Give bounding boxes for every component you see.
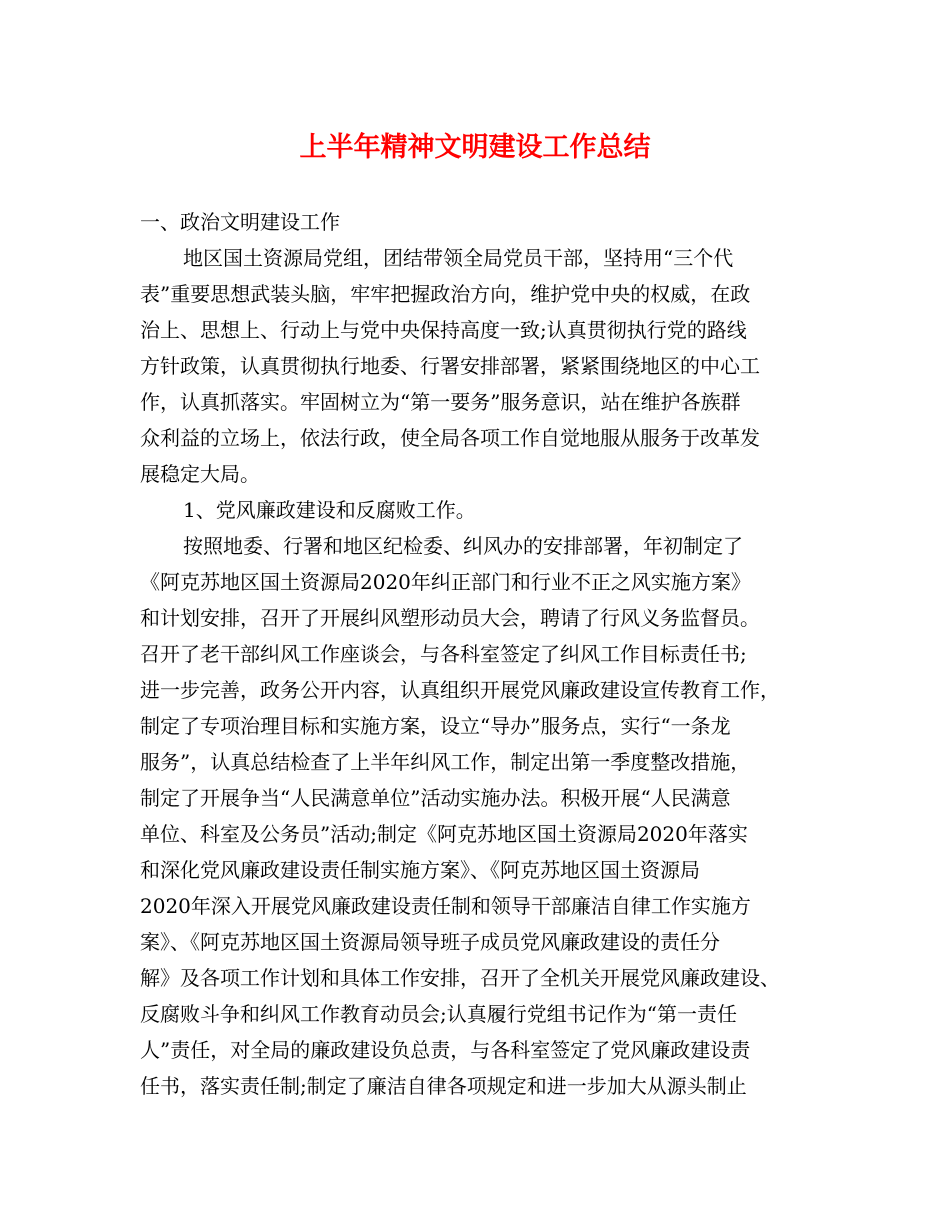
paragraph-line: 按照地委、行署和地区纪检委、纠风办的安排部署，年初制定了 xyxy=(183,534,743,558)
paragraph-line: 召开了老干部纠风工作座谈会，与各科室签定了纠风工作目标责任书; xyxy=(140,642,747,666)
paragraph-line: 展稳定大局。 xyxy=(140,462,260,486)
paragraph-line: 案》、《阿克苏地区国土资源局领导班子成员党风廉政建设的责任分 xyxy=(140,930,720,954)
paragraph-line: 解》及各项工作计划和具体工作安排，召开了全机关开展党风廉政建设、 xyxy=(140,966,780,990)
paragraph-line: 进一步完善，政务公开内容，认真组织开展党风廉政建设宣传教育工作， xyxy=(140,678,780,702)
paragraph-line: 人”责任，对全局的廉政建设负总责，与各科室签定了党风廉政建设责 xyxy=(140,1038,751,1062)
paragraph-line: 方针政策，认真贯彻执行地委、行署安排部署，紧紧围绕地区的中心工 xyxy=(140,354,760,378)
paragraph-line: 作，认真抓落实。牢固树立为“第一要务”服务意识，站在维护各族群 xyxy=(140,390,741,414)
paragraph-line: 单位、科室及公务员”活动;制定《阿克苏地区国土资源局2020年落实 xyxy=(140,822,748,846)
paragraph-line: 反腐败斗争和纠风工作教育动员会;认真履行党组书记作为“第一责任 xyxy=(140,1002,737,1026)
paragraph-line: 众利益的立场上，依法行政，使全局各项工作自觉地服从服务于改革发 xyxy=(140,426,760,450)
paragraph-line: 和深化党风廉政建设责任制实施方案》、《阿克苏地区国土资源局 xyxy=(140,858,700,882)
paragraph-line: 任书，落实责任制;制定了廉洁自律各项规定和进一步加大从源头制止 xyxy=(140,1074,747,1098)
paragraph-line: 《阿克苏地区国土资源局2020年纠正部门和行业不正之风实施方案》 xyxy=(140,570,751,594)
section-heading: 一、政治文明建设工作 xyxy=(140,210,340,234)
document-title: 上半年精神文明建设工作总结 xyxy=(299,132,651,163)
paragraph-line: 地区国土资源局党组，团结带领全局党员干部，坚持用“三个代 xyxy=(183,246,734,270)
paragraph-line: 制定了开展争当“人民满意单位”活动实施办法。积极开展“人民满意 xyxy=(140,786,731,810)
paragraph-line: 服务”，认真总结检查了上半年纠风工作，制定出第一季度整改措施， xyxy=(140,750,751,774)
paragraph-line: 表”重要思想武装头脑，牢牢把握政治方向，维护党中央的权威，在政 xyxy=(140,282,751,306)
paragraph-line: 制定了专项治理目标和实施方案，设立“导办”服务点，实行“一条龙 xyxy=(140,714,731,738)
paragraph-line: 和计划安排，召开了开展纠风塑形动员大会，聘请了行风义务监督员。 xyxy=(140,606,760,630)
paragraph-line: 2020年深入开展党风廉政建设责任制和领导干部廉洁自律工作实施方 xyxy=(140,894,751,918)
paragraph-line: 治上、思想上、行动上与党中央保持高度一致;认真贯彻执行党的路线 xyxy=(140,318,747,342)
subsection-heading: 1、党风廉政建设和反腐败工作。 xyxy=(183,498,476,522)
